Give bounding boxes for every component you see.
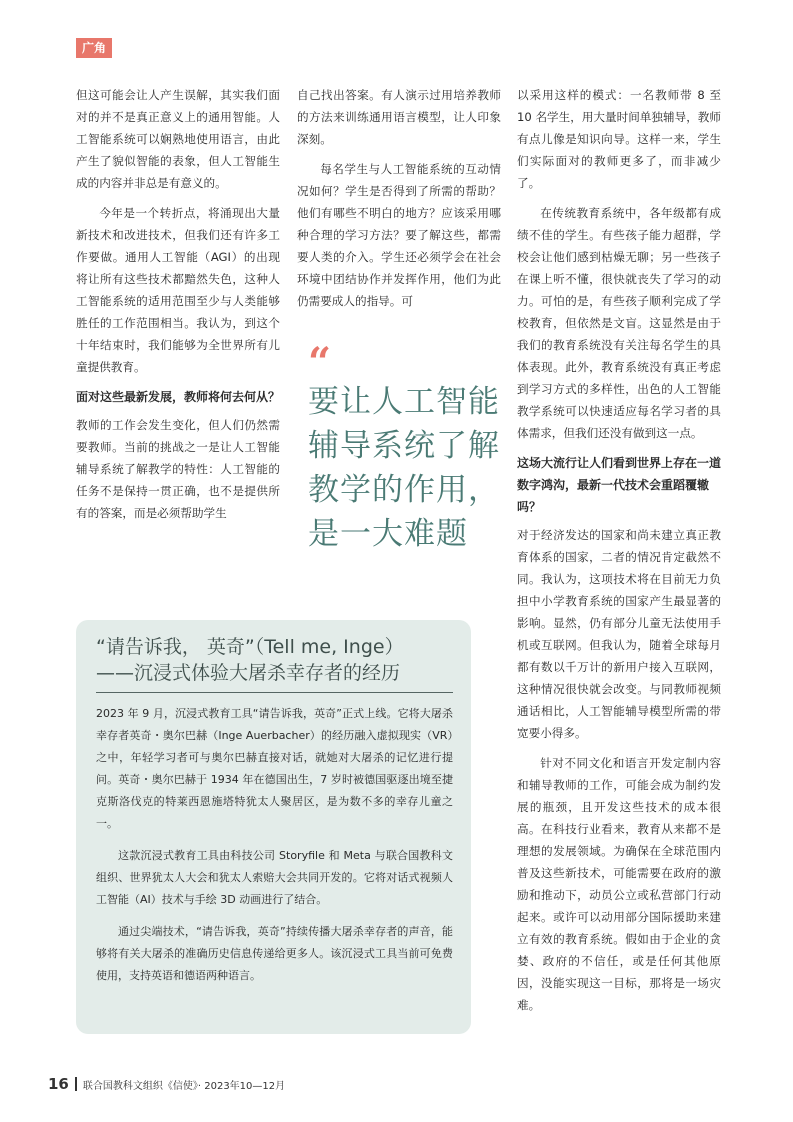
article-column-2 [297,84,501,320]
pull-quote-text: 要让人工智能辅导系统了解教学的作用，是一大难题 [308,384,500,552]
paragraph: 在传统教育系统中，各年级都有成绩不佳的学生。有些孩子能力超群，学校会让他们感到枯燥无聊；另一些孩子在课上听不懂，很快就丧失了学习的动力。可怕的是，有些孩子顺利完成了学校教育，但依然是文盲。这显然是由于我们的教育系统没有关注每名学生的具体表现。此外，教育系统没有真正考虑到学习方式的多样性，出色的人工智能教学系统可以快速适应每名学习者的具体需求，但我们还没有做到这一点。 [517,206,721,440]
paragraph: 以采用这样的模式：一名教师带 8 至 10 名学生，用大量时间单独辅导，教师有点儿像是知识向导。这样一来，学生们实际面对的教师更多了，而非减少了。 [517,88,721,190]
quote-mark-icon: “ [308,339,332,386]
publication-name: 联合国教科文组织《信使》· 2023年10—12月 [82,1080,286,1092]
box-paragraph: 这款沉浸式教育工具由科技公司 Storyfile 和 Meta 与联合国教科文组织、世界犹太人大会和犹太人索赔大会共同开发的。它将对话式视频人工智能（AI）技术与手绘 3D 动画进行了结合。 [96,849,453,906]
paragraph: 针对不同文化和语言开发定制内容和辅导教师的工作，可能会成为制约发展的瓶颈，且开发这些技术的成本很高。在科技行业看来，教育从来都不是理想的发展领域。为确保在全球范围内普及这些新技术，可能需要在政府的激励和推动下，动员公立或私营部门行动起来。或许可以动用部分国际援助来建立有效的教育系统。假如由于企业的贪婪、政府的不信任，或是任何其他原因，没能实现这一目标，那将是一场灾难。 [517,756,721,1012]
page-footer [48,1074,285,1094]
section-tag: 广角 [76,38,112,58]
paragraph: 对于经济发达的国家和尚未建立真正教育体系的国家，二者的情况肯定截然不同。我认为，这项技术将在目前无力负担中小学教育系统的国家产生最显著的影响。显然，仍有部分儿童无法使用手机或互联网。但我认为，随着全球每月都有数以千万计的新用户接入互联网，这种情况很快就会改变。与同教师视频通话相比，人工智能辅导模型所需的带宽要小得多。 [517,528,721,740]
interview-question: 这场大流行让人们看到世界上存在一道数字鸿沟，最新一代技术会重蹈覆辙吗？ [517,456,722,514]
divider [96,692,453,693]
paragraph: 自己找出答案。有人演示过用培养教师的方法来训练通用语言模型，让人印象深刻。 [297,88,501,146]
box-paragraph: 2023 年 9 月，沉浸式教育工具“请告诉我，英奇”正式上线。它将大屠杀幸存者英奇・奥尔巴赫（Inge Auerbacher）的经历融入虚拟现实（VR）之中，年轻学习者可与奥尔巴赫直接对话，就她对大屠杀的记忆进行提问。英奇・奥尔巴赫于 1934 年在德国出生，7 岁时被德国驱逐出境至捷克斯洛伐克的特莱西恩施塔特犹太人聚居区，是为数不多的幸存儿童之一。 [96,707,453,830]
paragraph: 今年是一个转折点，将涌现出大量新技术和改进技术，但我们还有许多工作要做。通用人工智能（AGI）的出现将让所有这些技术都黯然失色，这种人工智能系统的适用范围至少与人类能够胜任的工作范围相当。我认为，到这个十年结束时，我们能够为全世界所有儿童提供教育。 [76,206,280,374]
sidebar-box [76,620,471,1034]
page-number: 16 [48,1075,69,1093]
paragraph: 但这可能会让人产生误解，其实我们面对的并不是真正意义上的通用智能。人工智能系统可以娴熟地使用语言，由此产生了貌似智能的表象，但人工智能生成的内容并非总是有意义的。 [76,88,280,190]
box-title: “请告诉我， 英奇”（Tell me, Inge） [96,636,404,658]
interview-question: 面对这些最新发展，教师将何去何从？ [76,390,281,404]
box-subtitle: ——沉浸式体验大屠杀幸存者的经历 [96,662,401,684]
article-column-3 [517,84,721,1024]
paragraph: 教师的工作会发生变化，但人们仍然需要教师。当前的挑战之一是让人工智能辅导系统了解教学的特性：人工智能的任务不是保持一贯正确，也不是提供所有的答案，而是必须帮助学生 [76,418,280,520]
pull-quote [308,339,504,556]
paragraph: 每名学生与人工智能系统的互动情况如何？学生是否得到了所需的帮助？他们有哪些不明白的地方？应该采用哪种合理的学习方法？要了解这些，都需要人类的介入。学生还必须学会在社会环境中团结协作并发挥作用，他们为此仍需要成人的指导。可 [297,162,501,308]
box-paragraph: 通过尖端技术，“请告诉我，英奇”持续传播大屠杀幸存者的声音，能够将有关大屠杀的准确历史信息传递给更多人。该沉浸式工具当前可免费使用，支持英语和德语两种语言。 [96,925,453,982]
article-column-1 [76,84,280,532]
footer-divider [75,1077,77,1091]
